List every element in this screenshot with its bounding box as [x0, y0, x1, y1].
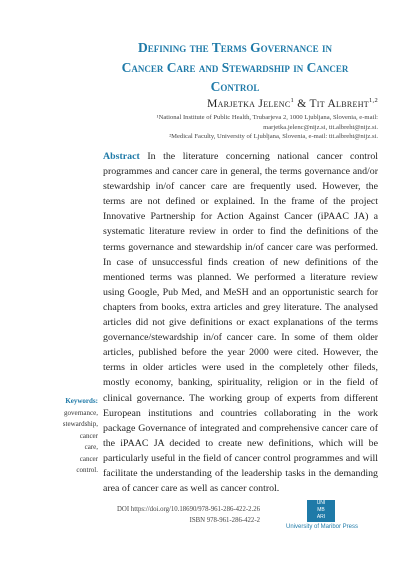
abstract-heading: Abstract	[103, 151, 140, 162]
keyword: care,	[84, 443, 98, 451]
author-affil-mark: 1,2	[368, 97, 378, 104]
author-name: Marjetka Jelenc	[207, 97, 291, 110]
publisher-logo	[263, 500, 381, 540]
keywords-heading: Keywords:	[65, 397, 98, 405]
keyword: stewardship,	[62, 420, 98, 428]
author-affil-mark: 1	[290, 97, 295, 104]
abstract	[103, 149, 378, 496]
author-separator: &	[294, 97, 310, 110]
logo-box-line: ARI	[316, 514, 326, 520]
university-logo-icon	[307, 500, 335, 522]
affiliation-line: marjetka.jelenc@nijz.si, tit.albreht@nijz.si.	[263, 123, 378, 131]
affiliation-line: ²Medical Faculty, University of Ljubljana, Slovenia, e-mail: tit.albreht@nijz.si.	[169, 133, 378, 140]
abstract-text: In the literature concerning national cancer control programmes and cancer care in general, the terms governance and/or stewardship in/of cancer care are frequently used. However, the terms are not defined or explained. In the frame of the project Innovative Partnership for Action Against Cancer (iPAAC JA) a systematic literature review in order to find the definitions of the terms governance and stewardship in/of cancer care was performed. In case of unsuccessful finds creation of new definitions of the mentioned terms was planned. We performed a literature review using Google, Pub Med, and MeSH and an opportunistic search for chapters from books, extra articles and grey literature. The analysed articles did not give definitions or exact explanations of the terms governance/stewardship in/of cancer care. In some of them older articles, published before the year 2000 were cited. However, the terms in older articles were used in the completely other fileds, mostly economy, banking, spirituality, religion or in the field of clinical governance. The working group of experts from different European institutions and countries collaborating in the work package Governance of integrated and comprehensive cancer care of the iPAAC JA decided to create new definitions, which will be particularly useful in the field of cancer control programmes and will facilitate the understanding of the leadership tasks in the demanding area of cancer care as well as cancer control.	[103, 151, 378, 495]
paper-title	[90, 38, 380, 97]
keyword: control.	[76, 466, 98, 474]
doi-link[interactable]: DOI https://doi.org/10.18690/978-961-286-422-2.26	[117, 506, 260, 513]
doi-block	[117, 505, 260, 526]
keyword: governance,	[63, 408, 98, 417]
title-line: Defining the Terms Governance in	[137, 40, 333, 55]
title-line: Cancer Care and Stewardship in Cancer	[121, 59, 349, 75]
logo-box-line: UNI	[316, 500, 326, 506]
title-line: Control	[210, 79, 260, 94]
affiliations	[78, 113, 378, 142]
author-name: Tit Albreht	[309, 97, 369, 110]
keyword: cancer	[79, 431, 98, 440]
author-list	[207, 97, 378, 110]
publisher-name: University of Maribor Press	[285, 524, 359, 530]
keyword: cancer	[79, 454, 98, 463]
isbn: ISBN 978-961-286-422-2	[189, 516, 260, 524]
affiliation-line: ¹National Institute of Public Health, Trubarjeva 2, 1000 Ljubljana, Slovenia, e-mail:	[156, 114, 378, 121]
logo-box-line: MB	[317, 507, 325, 513]
keywords	[58, 396, 98, 477]
